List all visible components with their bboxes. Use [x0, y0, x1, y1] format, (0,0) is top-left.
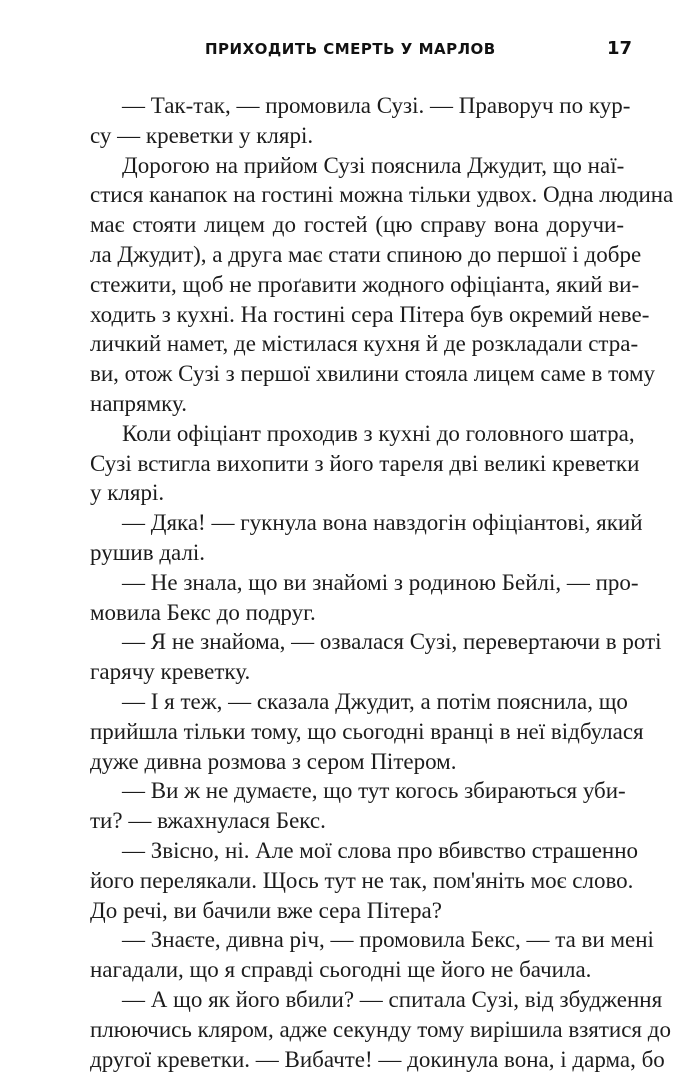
- text-line: прийшла тільки тому, що сьогодні вранці в неї відбулася: [90, 717, 624, 747]
- text-line: другої креветки. — Вибачте! — докинула вона, і дарма, бо: [90, 1045, 624, 1074]
- text-line: — Не знала, що ви знайомі з родиною Бейлі, — про-: [90, 568, 624, 598]
- text-line: нагадали, що я справді сьогодні ще його не бачила.: [90, 955, 624, 985]
- text-line: — Ви ж не думаєте, що тут когось збираються уби-: [90, 776, 624, 806]
- text-line: стися канапок на гостині можна тільки удвох. Одна людина: [90, 180, 624, 210]
- text-line: — Я не знайома, — озвалася Сузі, перевертаючи в роті: [90, 627, 624, 657]
- text-line: дуже дивна розмова з сером Пітером.: [90, 747, 624, 777]
- text-line: напрямку.: [90, 389, 624, 419]
- text-line: ти? — вжахнулася Бекс.: [90, 806, 624, 836]
- text-line: має стояти лицем до гостей (цю справу вона доручи-: [90, 210, 624, 240]
- text-line: — Дяка! — гукнула вона навздогін офіціантові, який: [90, 508, 624, 538]
- text-line: ви, отож Сузі з першої хвилини стояла лицем саме в тому: [90, 359, 624, 389]
- text-line: плюючись кляром, адже секунду тому вирішила взятися до: [90, 1015, 624, 1045]
- text-line: Сузі встигла вихопити з його тареля дві великі креветки: [90, 449, 624, 479]
- text-line: ходить з кухні. На гостині сера Пітера був окремий неве-: [90, 300, 624, 330]
- text-line: Коли офіціант проходив з кухні до головного шатра,: [90, 419, 624, 449]
- text-line: Дорогою на прийом Сузі пояснила Джудит, що наї-: [90, 151, 624, 181]
- text-line: су — креветки у клярі.: [90, 121, 624, 151]
- running-title: ПРИХОДИТЬ СМЕРТЬ У МАРЛОВ: [205, 40, 496, 58]
- text-line: — Знаєте, дивна річ, — промовила Бекс, — та ви мені: [90, 925, 624, 955]
- page-number: 17: [607, 38, 632, 59]
- text-line: ла Джудит), а друга має стати спиною до першої і добре: [90, 240, 624, 270]
- text-line: До речі, ви бачили вже сера Пітера?: [90, 896, 624, 926]
- text-line: його перелякали. Щось тут не так, пом'яніть моє слово.: [90, 866, 624, 896]
- body-text: [90, 91, 624, 1074]
- text-line: мовила Бекс до подруг.: [90, 598, 624, 628]
- text-line: рушив далі.: [90, 538, 624, 568]
- text-line: стежити, щоб не проґавити жодного офіціанта, який ви-: [90, 270, 624, 300]
- text-line: у клярі.: [90, 478, 624, 508]
- text-line: — І я теж, — сказала Джудит, а потім пояснила, що: [90, 687, 624, 717]
- text-line: — Так-так, — промовила Сузі. — Праворуч по кур-: [90, 91, 624, 121]
- text-line: — Звісно, ні. Але мої слова про вбивство страшенно: [90, 836, 624, 866]
- text-line: личкий намет, де містилася кухня й де розкладали стра-: [90, 329, 624, 359]
- text-line: — А що як його вбили? — спитала Сузі, від збудження: [90, 985, 624, 1015]
- text-line: гарячу креветку.: [90, 657, 624, 687]
